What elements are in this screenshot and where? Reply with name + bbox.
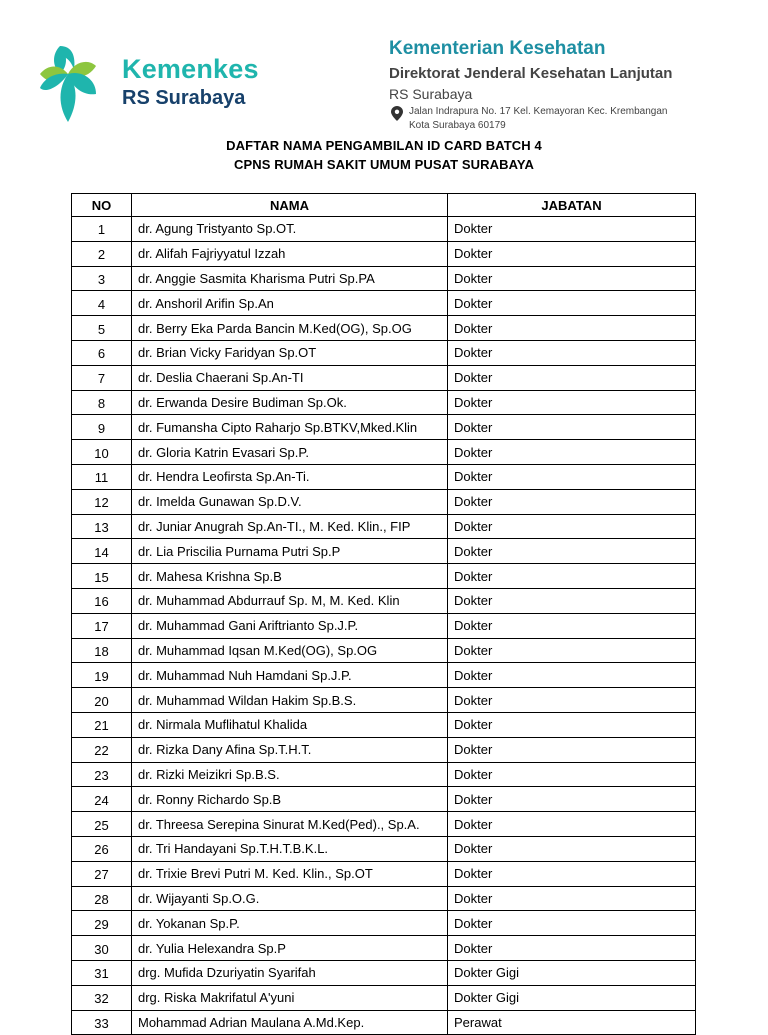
cell-jabatan: Dokter <box>448 613 696 638</box>
institution-block <box>389 38 749 133</box>
cell-nama: dr. Muhammad Nuh Hamdani Sp.J.P. <box>132 663 448 688</box>
cell-nama: dr. Agung Tristyanto Sp.OT. <box>132 217 448 242</box>
cell-jabatan: Dokter Gigi <box>448 960 696 985</box>
cell-nama: dr. Fumansha Cipto Raharjo Sp.BTKV,Mked.Klin <box>132 415 448 440</box>
cell-jabatan: Dokter <box>448 663 696 688</box>
cell-nama: dr. Yokanan Sp.P. <box>132 911 448 936</box>
cell-no: 1 <box>72 217 132 242</box>
cell-nama: dr. Deslia Chaerani Sp.An-TI <box>132 365 448 390</box>
cell-no: 31 <box>72 960 132 985</box>
address-line-2: Kota Surabaya 60179 <box>409 120 506 131</box>
table-row <box>72 812 696 837</box>
table-row <box>72 836 696 861</box>
table-row <box>72 539 696 564</box>
cell-nama: drg. Riska Makrifatul A'yuni <box>132 985 448 1010</box>
table-row <box>72 613 696 638</box>
cell-no: 29 <box>72 911 132 936</box>
header-jabatan: JABATAN <box>448 194 696 217</box>
cell-no: 13 <box>72 514 132 539</box>
title-line-2: CPNS RUMAH SAKIT UMUM PUSAT SURABAYA <box>234 157 534 172</box>
address-line-1: Jalan Indrapura No. 17 Kel. Kemayoran Kec. Krembangan <box>409 106 668 117</box>
cell-jabatan: Dokter <box>448 688 696 713</box>
cell-no: 24 <box>72 787 132 812</box>
cell-nama: dr. Brian Vicky Faridyan Sp.OT <box>132 340 448 365</box>
cell-jabatan: Dokter <box>448 787 696 812</box>
cell-no: 28 <box>72 886 132 911</box>
cell-nama: dr. Anshoril Arifin Sp.An <box>132 291 448 316</box>
table-body <box>72 217 696 1035</box>
location-pin-icon <box>391 106 403 121</box>
cell-nama: dr. Berry Eka Parda Bancin M.Ked(OG), Sp.OG <box>132 316 448 341</box>
cell-no: 15 <box>72 564 132 589</box>
cell-jabatan: Dokter <box>448 737 696 762</box>
cell-nama: dr. Nirmala Muflihatul Khalida <box>132 712 448 737</box>
cell-nama: dr. Muhammad Wildan Hakim Sp.B.S. <box>132 688 448 713</box>
cell-no: 14 <box>72 539 132 564</box>
cell-jabatan: Dokter <box>448 464 696 489</box>
table-row <box>72 440 696 465</box>
cell-no: 21 <box>72 712 132 737</box>
cell-no: 4 <box>72 291 132 316</box>
cell-nama: dr. Yulia Helexandra Sp.P <box>132 936 448 961</box>
table-row <box>72 564 696 589</box>
letterhead <box>0 0 768 135</box>
cell-jabatan: Dokter <box>448 514 696 539</box>
table-row <box>72 886 696 911</box>
roster-table <box>71 193 696 1035</box>
table-row <box>72 861 696 886</box>
cell-nama: dr. Muhammad Abdurrauf Sp. M, M. Ked. Klin <box>132 588 448 613</box>
table-row <box>72 266 696 291</box>
address <box>389 105 749 133</box>
cell-nama: Mohammad Adrian Maulana A.Md.Kep. <box>132 1010 448 1035</box>
cell-jabatan: Dokter <box>448 266 696 291</box>
ministry-name: Kementerian Kesehatan <box>389 38 606 59</box>
cell-nama: dr. Trixie Brevi Putri M. Ked. Klin., Sp.OT <box>132 861 448 886</box>
cell-no: 11 <box>72 464 132 489</box>
cell-nama: dr. Lia Priscilia Purnama Putri Sp.P <box>132 539 448 564</box>
table-row <box>72 688 696 713</box>
cell-nama: dr. Tri Handayani Sp.T.H.T.B.K.L. <box>132 836 448 861</box>
cell-jabatan: Dokter <box>448 911 696 936</box>
cell-jabatan: Dokter <box>448 638 696 663</box>
cell-jabatan: Dokter <box>448 812 696 837</box>
cell-jabatan: Dokter <box>448 886 696 911</box>
document-title <box>0 136 768 174</box>
cell-no: 9 <box>72 415 132 440</box>
cell-jabatan: Dokter <box>448 712 696 737</box>
cell-no: 2 <box>72 241 132 266</box>
table-row <box>72 316 696 341</box>
cell-no: 17 <box>72 613 132 638</box>
cell-jabatan: Dokter <box>448 241 696 266</box>
table-row <box>72 415 696 440</box>
table-row <box>72 762 696 787</box>
cell-jabatan: Dokter <box>448 836 696 861</box>
table-row <box>72 588 696 613</box>
cell-no: 10 <box>72 440 132 465</box>
table-row <box>72 340 696 365</box>
cell-jabatan: Dokter <box>448 291 696 316</box>
table-header-row <box>72 194 696 217</box>
cell-no: 27 <box>72 861 132 886</box>
table-row <box>72 985 696 1010</box>
hospital-name: RS Surabaya <box>389 86 473 102</box>
cell-jabatan: Dokter <box>448 861 696 886</box>
cell-jabatan: Dokter <box>448 539 696 564</box>
table-row <box>72 1010 696 1035</box>
cell-nama: dr. Muhammad Gani Ariftrianto Sp.J.P. <box>132 613 448 638</box>
cell-jabatan: Dokter <box>448 762 696 787</box>
cell-no: 3 <box>72 266 132 291</box>
cell-jabatan: Dokter <box>448 564 696 589</box>
cell-nama: dr. Hendra Leofirsta Sp.An-Ti. <box>132 464 448 489</box>
cell-jabatan: Dokter <box>448 217 696 242</box>
cell-jabatan: Dokter <box>448 365 696 390</box>
cell-no: 19 <box>72 663 132 688</box>
kemenkes-logo <box>38 44 110 124</box>
cell-no: 25 <box>72 812 132 837</box>
cell-jabatan: Dokter Gigi <box>448 985 696 1010</box>
table-row <box>72 638 696 663</box>
table-row <box>72 960 696 985</box>
cell-nama: dr. Wijayanti Sp.O.G. <box>132 886 448 911</box>
cell-jabatan: Dokter <box>448 316 696 341</box>
table-row <box>72 514 696 539</box>
cell-nama: dr. Anggie Sasmita Kharisma Putri Sp.PA <box>132 266 448 291</box>
cell-jabatan: Dokter <box>448 489 696 514</box>
table-row <box>72 737 696 762</box>
brand-name: Kemenkes <box>122 54 259 84</box>
cell-jabatan: Dokter <box>448 340 696 365</box>
cell-jabatan: Dokter <box>448 415 696 440</box>
cell-no: 33 <box>72 1010 132 1035</box>
cell-no: 12 <box>72 489 132 514</box>
cell-no: 20 <box>72 688 132 713</box>
cell-nama: dr. Ronny Richardo Sp.B <box>132 787 448 812</box>
cell-jabatan: Dokter <box>448 588 696 613</box>
cell-no: 16 <box>72 588 132 613</box>
header-nama: NAMA <box>132 194 448 217</box>
cell-no: 32 <box>72 985 132 1010</box>
cell-no: 18 <box>72 638 132 663</box>
table-row <box>72 787 696 812</box>
cell-no: 5 <box>72 316 132 341</box>
cell-nama: drg. Mufida Dzuriyatin Syarifah <box>132 960 448 985</box>
cell-nama: dr. Rizki Meizikri Sp.B.S. <box>132 762 448 787</box>
cell-no: 23 <box>72 762 132 787</box>
table-row <box>72 390 696 415</box>
table-row <box>72 291 696 316</box>
title-line-1: DAFTAR NAMA PENGAMBILAN ID CARD BATCH 4 <box>226 138 542 153</box>
header-no: NO <box>72 194 132 217</box>
table-row <box>72 365 696 390</box>
cell-nama: dr. Gloria Katrin Evasari Sp.P. <box>132 440 448 465</box>
cell-no: 6 <box>72 340 132 365</box>
table-row <box>72 712 696 737</box>
cell-nama: dr. Threesa Serepina Sinurat M.Ked(Ped)., Sp.A. <box>132 812 448 837</box>
cell-jabatan: Dokter <box>448 440 696 465</box>
cell-no: 30 <box>72 936 132 961</box>
cell-jabatan: Perawat <box>448 1010 696 1035</box>
cell-nama: dr. Rizka Dany Afina Sp.T.H.T. <box>132 737 448 762</box>
table-row <box>72 217 696 242</box>
directorate-name: Direktorat Jenderal Kesehatan Lanjutan <box>389 65 673 82</box>
cell-no: 7 <box>72 365 132 390</box>
cell-nama: dr. Muhammad Iqsan M.Ked(OG), Sp.OG <box>132 638 448 663</box>
cell-no: 26 <box>72 836 132 861</box>
table-row <box>72 464 696 489</box>
table-row <box>72 936 696 961</box>
table-row <box>72 241 696 266</box>
cell-jabatan: Dokter <box>448 390 696 415</box>
cell-nama: dr. Mahesa Krishna Sp.B <box>132 564 448 589</box>
cell-nama: dr. Juniar Anugrah Sp.An-TI., M. Ked. Klin., FIP <box>132 514 448 539</box>
table-row <box>72 911 696 936</box>
cell-nama: dr. Erwanda Desire Budiman Sp.Ok. <box>132 390 448 415</box>
cell-nama: dr. Alifah Fajriyyatul Izzah <box>132 241 448 266</box>
table-row <box>72 489 696 514</box>
brand-subtitle: RS Surabaya <box>122 87 246 109</box>
table-row <box>72 663 696 688</box>
cell-jabatan: Dokter <box>448 936 696 961</box>
cell-no: 8 <box>72 390 132 415</box>
cell-nama: dr. Imelda Gunawan Sp.D.V. <box>132 489 448 514</box>
cell-no: 22 <box>72 737 132 762</box>
